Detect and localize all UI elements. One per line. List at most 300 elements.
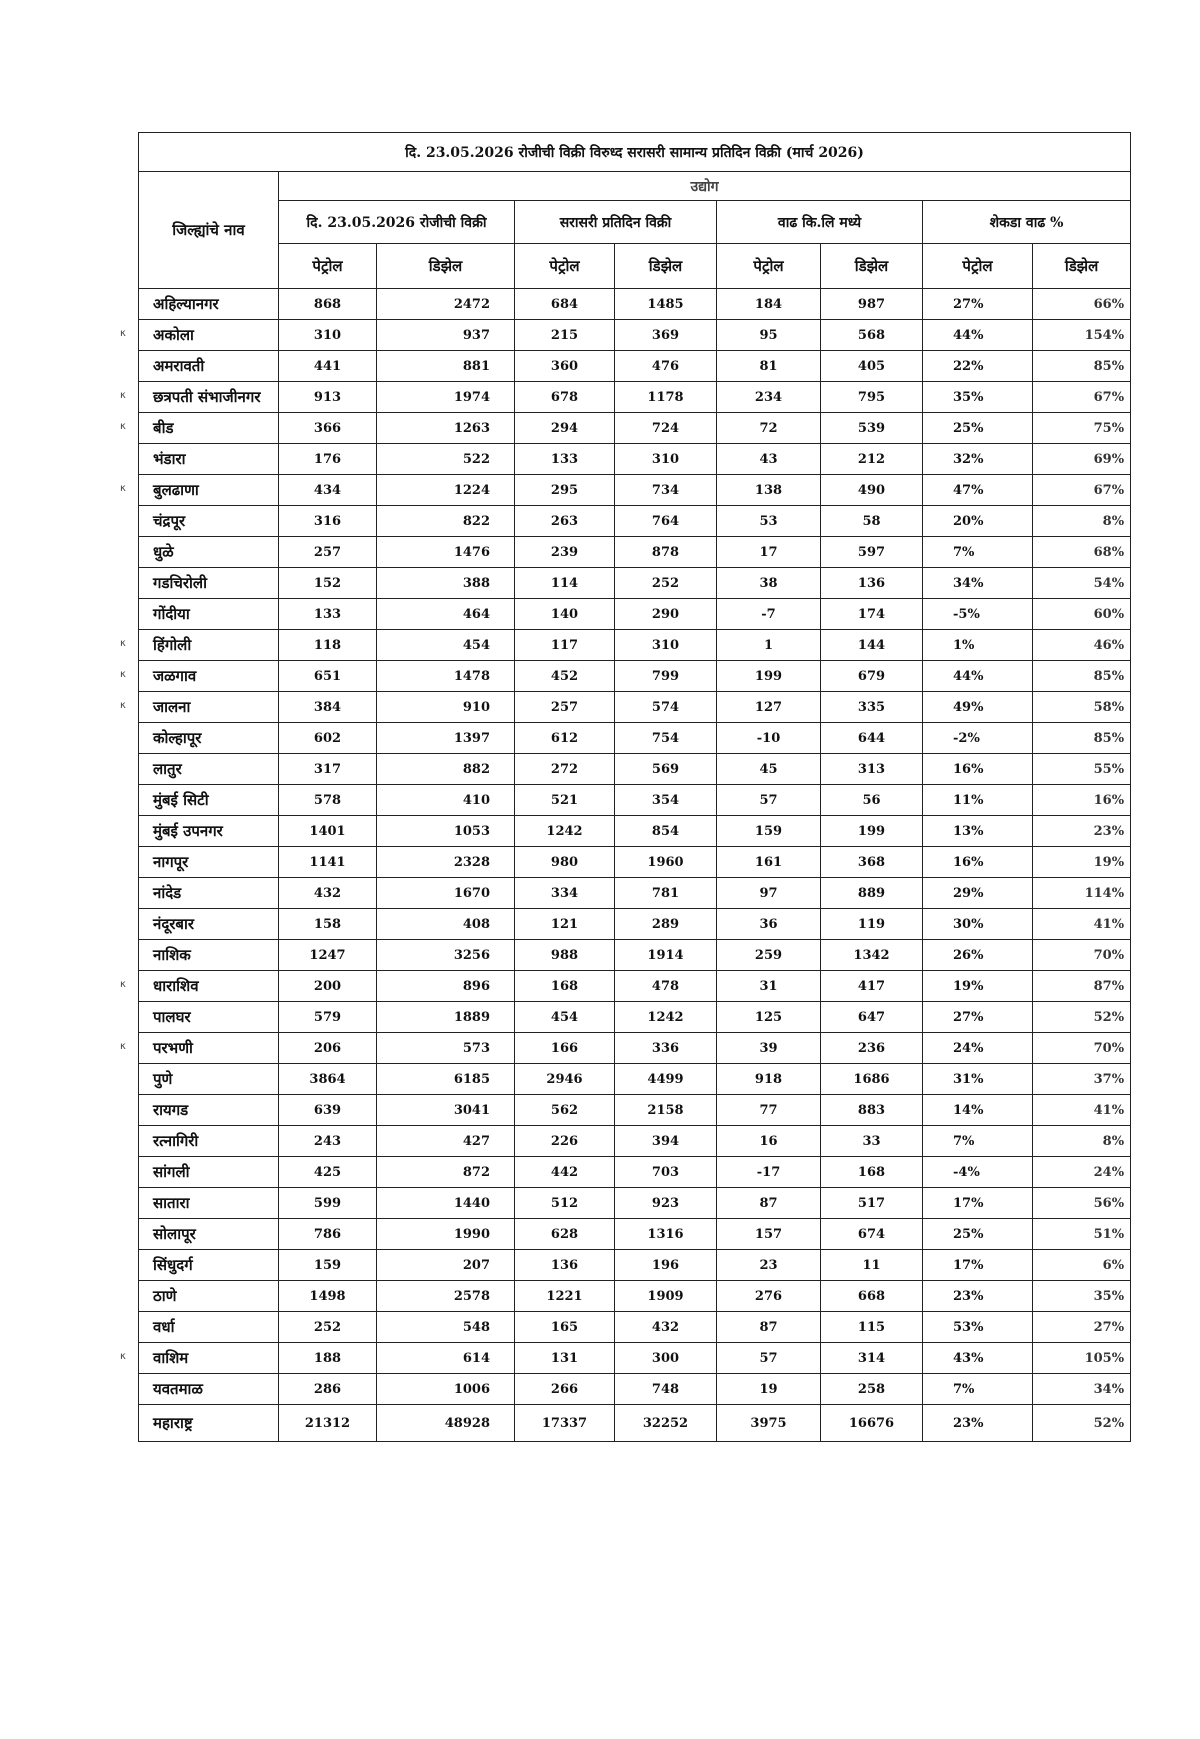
group-header-average-sales: सरासरी प्रतिदिन विक्री — [515, 201, 717, 244]
group-header-growth-percent: शेकडा वाढ % — [923, 201, 1131, 244]
diesel-growth-kl-cell: 313 — [821, 754, 923, 785]
table-row — [139, 1312, 1131, 1343]
district-name: कोल्हापूर — [139, 723, 279, 754]
district-name: अहिल्यानगर — [139, 289, 279, 320]
petrol-growth-percent-cell: 34% — [923, 568, 1033, 599]
petrol-sales-cell: 868 — [279, 289, 377, 320]
petrol-average-cell: 684 — [515, 289, 615, 320]
diesel-average-cell: 1960 — [615, 847, 717, 878]
petrol-average-cell: 512 — [515, 1188, 615, 1219]
district-name: वर्धा — [139, 1312, 279, 1343]
district-name: पुणे — [139, 1064, 279, 1095]
petrol-growth-kl-cell: 95 — [717, 320, 821, 351]
total-label: महाराष्ट्र — [139, 1405, 279, 1442]
petrol-growth-percent-cell: 43% — [923, 1343, 1033, 1374]
margin-tick-mark: κ — [120, 421, 126, 432]
diesel-growth-percent-cell: 85% — [1033, 661, 1131, 692]
diesel-growth-kl-cell: 889 — [821, 878, 923, 909]
district-name: सिंधुदर्ग — [139, 1250, 279, 1281]
petrol-sales-cell: 579 — [279, 1002, 377, 1033]
diesel-average-cell: 4499 — [615, 1064, 717, 1095]
diesel-sales-cell: 2578 — [377, 1281, 515, 1312]
petrol-growth-percent-cell: -5% — [923, 599, 1033, 630]
petrol-growth-kl-cell: 36 — [717, 909, 821, 940]
diesel-average-cell: 724 — [615, 413, 717, 444]
petrol-growth-percent-cell: 19% — [923, 971, 1033, 1002]
diesel-average-cell: 1242 — [615, 1002, 717, 1033]
petrol-sales-cell: 200 — [279, 971, 377, 1002]
diesel-growth-kl-cell: 174 — [821, 599, 923, 630]
petrol-growth-percent-cell: 44% — [923, 320, 1033, 351]
district-name: जळगाव — [139, 661, 279, 692]
diesel-average-cell: 394 — [615, 1126, 717, 1157]
petrol-growth-kl-cell: 125 — [717, 1002, 821, 1033]
diesel-sales-cell: 522 — [377, 444, 515, 475]
diesel-growth-percent-cell: 19% — [1033, 847, 1131, 878]
margin-tick-mark: κ — [120, 669, 126, 680]
diesel-growth-kl-cell: 11 — [821, 1250, 923, 1281]
petrol-average-cell: 612 — [515, 723, 615, 754]
table-row — [139, 444, 1131, 475]
petrol-sales-cell: 1247 — [279, 940, 377, 971]
petrol-growth-kl-cell: 57 — [717, 785, 821, 816]
total-row — [139, 1405, 1131, 1442]
petrol-growth-percent-cell: 23% — [923, 1405, 1033, 1442]
diesel-average-cell: 310 — [615, 630, 717, 661]
diesel-growth-percent-cell: 8% — [1033, 506, 1131, 537]
petrol-growth-kl-cell: 45 — [717, 754, 821, 785]
diesel-growth-kl-cell: 56 — [821, 785, 923, 816]
diesel-growth-kl-cell: 144 — [821, 630, 923, 661]
table-row — [139, 568, 1131, 599]
district-name: छत्रपती संभाजीनगर — [139, 382, 279, 413]
district-name: वाशिम — [139, 1343, 279, 1374]
petrol-growth-percent-cell: -2% — [923, 723, 1033, 754]
diesel-growth-kl-cell: 668 — [821, 1281, 923, 1312]
petrol-sales-cell: 310 — [279, 320, 377, 351]
diesel-sales-cell: 388 — [377, 568, 515, 599]
diesel-average-cell: 310 — [615, 444, 717, 475]
diesel-growth-kl-cell: 597 — [821, 537, 923, 568]
diesel-sales-cell: 822 — [377, 506, 515, 537]
petrol-average-cell: 988 — [515, 940, 615, 971]
petrol-average-cell: 334 — [515, 878, 615, 909]
petrol-sales-cell: 651 — [279, 661, 377, 692]
district-name: धुळे — [139, 537, 279, 568]
diesel-average-cell: 703 — [615, 1157, 717, 1188]
diesel-average-cell: 478 — [615, 971, 717, 1002]
margin-tick-mark: κ — [120, 483, 126, 494]
petrol-average-cell: 452 — [515, 661, 615, 692]
district-name: चंद्रपूर — [139, 506, 279, 537]
petrol-average-cell: 131 — [515, 1343, 615, 1374]
petrol-growth-percent-cell: -4% — [923, 1157, 1033, 1188]
petrol-average-cell: 17337 — [515, 1405, 615, 1442]
diesel-growth-kl-cell: 795 — [821, 382, 923, 413]
margin-tick-mark: κ — [120, 1041, 126, 1052]
diesel-average-cell: 854 — [615, 816, 717, 847]
petrol-growth-percent-cell: 17% — [923, 1188, 1033, 1219]
petrol-sales-cell: 159 — [279, 1250, 377, 1281]
diesel-average-cell: 799 — [615, 661, 717, 692]
diesel-sales-cell: 881 — [377, 351, 515, 382]
table-row — [139, 1374, 1131, 1405]
diesel-growth-kl-cell: 258 — [821, 1374, 923, 1405]
petrol-average-cell: 272 — [515, 754, 615, 785]
petrol-sales-cell: 176 — [279, 444, 377, 475]
diesel-growth-kl-cell: 16676 — [821, 1405, 923, 1442]
district-name: पालघर — [139, 1002, 279, 1033]
petrol-average-cell: 678 — [515, 382, 615, 413]
petrol-growth-percent-cell: 31% — [923, 1064, 1033, 1095]
diesel-growth-kl-cell: 674 — [821, 1219, 923, 1250]
table-row — [139, 1002, 1131, 1033]
district-name: नाशिक — [139, 940, 279, 971]
margin-tick-mark: κ — [120, 328, 126, 339]
diesel-average-cell: 252 — [615, 568, 717, 599]
table-row — [139, 1095, 1131, 1126]
petrol-average-cell: 266 — [515, 1374, 615, 1405]
petrol-average-cell: 2946 — [515, 1064, 615, 1095]
diesel-growth-percent-cell: 6% — [1033, 1250, 1131, 1281]
diesel-sales-cell: 882 — [377, 754, 515, 785]
diesel-average-cell: 754 — [615, 723, 717, 754]
petrol-average-cell: 257 — [515, 692, 615, 723]
table-row — [139, 1188, 1131, 1219]
diesel-growth-percent-cell: 27% — [1033, 1312, 1131, 1343]
petrol-sales-cell: 434 — [279, 475, 377, 506]
petrol-sales-cell: 425 — [279, 1157, 377, 1188]
diesel-sales-cell: 1476 — [377, 537, 515, 568]
diesel-growth-percent-cell: 70% — [1033, 940, 1131, 971]
petrol-growth-percent-cell: 7% — [923, 537, 1033, 568]
diesel-sales-cell: 1670 — [377, 878, 515, 909]
table-row — [139, 1064, 1131, 1095]
petrol-growth-percent-cell: 17% — [923, 1250, 1033, 1281]
diesel-sales-cell: 2328 — [377, 847, 515, 878]
district-name: परभणी — [139, 1033, 279, 1064]
diesel-growth-percent-cell: 54% — [1033, 568, 1131, 599]
petrol-growth-percent-cell: 27% — [923, 289, 1033, 320]
diesel-growth-kl-cell: 368 — [821, 847, 923, 878]
diesel-growth-percent-cell: 85% — [1033, 351, 1131, 382]
diesel-growth-percent-cell: 105% — [1033, 1343, 1131, 1374]
petrol-sales-cell: 366 — [279, 413, 377, 444]
district-name: ठाणे — [139, 1281, 279, 1312]
district-name: हिंगोली — [139, 630, 279, 661]
petrol-growth-kl-cell: 3975 — [717, 1405, 821, 1442]
petrol-sales-cell: 158 — [279, 909, 377, 940]
petrol-average-cell: 628 — [515, 1219, 615, 1250]
diesel-average-cell: 289 — [615, 909, 717, 940]
petrol-growth-percent-cell: 25% — [923, 413, 1033, 444]
petrol-growth-percent-cell: 49% — [923, 692, 1033, 723]
petrol-average-cell: 166 — [515, 1033, 615, 1064]
petrol-growth-kl-cell: 57 — [717, 1343, 821, 1374]
diesel-average-cell: 369 — [615, 320, 717, 351]
petrol-average-cell: 295 — [515, 475, 615, 506]
petrol-sales-cell: 286 — [279, 1374, 377, 1405]
diesel-sales-cell: 937 — [377, 320, 515, 351]
petrol-growth-percent-cell: 44% — [923, 661, 1033, 692]
diesel-growth-kl-cell: 236 — [821, 1033, 923, 1064]
petrol-growth-kl-cell: 1 — [717, 630, 821, 661]
table-row — [139, 599, 1131, 630]
petrol-growth-percent-cell: 32% — [923, 444, 1033, 475]
petrol-growth-percent-cell: 27% — [923, 1002, 1033, 1033]
petrol-average-cell: 360 — [515, 351, 615, 382]
petrol-average-cell: 980 — [515, 847, 615, 878]
diesel-growth-percent-cell: 60% — [1033, 599, 1131, 630]
table-row — [139, 413, 1131, 444]
district-name: बीड — [139, 413, 279, 444]
petrol-growth-kl-cell: 259 — [717, 940, 821, 971]
diesel-growth-percent-cell: 51% — [1033, 1219, 1131, 1250]
district-name: यवतमाळ — [139, 1374, 279, 1405]
table-row — [139, 785, 1131, 816]
petrol-growth-percent-cell: 11% — [923, 785, 1033, 816]
table-row — [139, 878, 1131, 909]
petrol-sales-cell: 118 — [279, 630, 377, 661]
petrol-sales-cell: 913 — [279, 382, 377, 413]
petrol-average-cell: 294 — [515, 413, 615, 444]
petrol-growth-kl-cell: 97 — [717, 878, 821, 909]
group-header-growth-kl: वाढ कि.लि मध्ये — [717, 201, 923, 244]
petrol-growth-percent-cell: 29% — [923, 878, 1033, 909]
diesel-growth-kl-cell: 58 — [821, 506, 923, 537]
diesel-growth-percent-cell: 58% — [1033, 692, 1131, 723]
petrol-average-cell: 114 — [515, 568, 615, 599]
diesel-average-cell: 764 — [615, 506, 717, 537]
petrol-growth-kl-cell: 17 — [717, 537, 821, 568]
diesel-growth-percent-cell: 66% — [1033, 289, 1131, 320]
diesel-sales-cell: 573 — [377, 1033, 515, 1064]
margin-tick-mark: κ — [120, 390, 126, 401]
district-name: लातुर — [139, 754, 279, 785]
district-name: मुंबई सिटी — [139, 785, 279, 816]
table-row — [139, 1219, 1131, 1250]
petrol-sales-cell: 441 — [279, 351, 377, 382]
diesel-growth-kl-cell: 199 — [821, 816, 923, 847]
diesel-sales-cell: 896 — [377, 971, 515, 1002]
table-row — [139, 506, 1131, 537]
diesel-sales-cell: 1397 — [377, 723, 515, 754]
petrol-growth-kl-cell: 39 — [717, 1033, 821, 1064]
district-name: नागपूर — [139, 847, 279, 878]
district-name: नंदूरबार — [139, 909, 279, 940]
diesel-sales-cell: 207 — [377, 1250, 515, 1281]
petrol-sales-cell: 316 — [279, 506, 377, 537]
diesel-sales-cell: 48928 — [377, 1405, 515, 1442]
petrol-average-cell: 521 — [515, 785, 615, 816]
diesel-sales-cell: 1263 — [377, 413, 515, 444]
diesel-growth-kl-cell: 417 — [821, 971, 923, 1002]
diesel-sales-cell: 408 — [377, 909, 515, 940]
diesel-growth-percent-cell: 23% — [1033, 816, 1131, 847]
diesel-sales-cell: 1478 — [377, 661, 515, 692]
diesel-average-cell: 781 — [615, 878, 717, 909]
udyog-header: उद्योग — [279, 172, 1131, 201]
diesel-header: डिझेल — [377, 244, 515, 289]
diesel-average-cell: 1178 — [615, 382, 717, 413]
diesel-growth-kl-cell: 119 — [821, 909, 923, 940]
diesel-average-cell: 32252 — [615, 1405, 717, 1442]
table-row — [139, 971, 1131, 1002]
petrol-header: पेट्रोल — [279, 244, 377, 289]
petrol-growth-percent-cell: 30% — [923, 909, 1033, 940]
petrol-growth-kl-cell: -10 — [717, 723, 821, 754]
diesel-sales-cell: 6185 — [377, 1064, 515, 1095]
petrol-growth-percent-cell: 24% — [923, 1033, 1033, 1064]
petrol-average-cell: 263 — [515, 506, 615, 537]
petrol-growth-kl-cell: 127 — [717, 692, 821, 723]
district-name: बुलढाणा — [139, 475, 279, 506]
diesel-growth-percent-cell: 34% — [1033, 1374, 1131, 1405]
diesel-growth-kl-cell: 1342 — [821, 940, 923, 971]
petrol-growth-kl-cell: 31 — [717, 971, 821, 1002]
petrol-growth-percent-cell: 22% — [923, 351, 1033, 382]
table-row — [139, 692, 1131, 723]
diesel-growth-percent-cell: 16% — [1033, 785, 1131, 816]
diesel-growth-kl-cell: 1686 — [821, 1064, 923, 1095]
petrol-growth-kl-cell: -7 — [717, 599, 821, 630]
diesel-growth-percent-cell: 85% — [1033, 723, 1131, 754]
petrol-average-cell: 136 — [515, 1250, 615, 1281]
diesel-growth-percent-cell: 69% — [1033, 444, 1131, 475]
district-name: अकोला — [139, 320, 279, 351]
diesel-growth-kl-cell: 647 — [821, 1002, 923, 1033]
diesel-sales-cell: 872 — [377, 1157, 515, 1188]
diesel-average-cell: 476 — [615, 351, 717, 382]
petrol-growth-percent-cell: 20% — [923, 506, 1033, 537]
petrol-sales-cell: 133 — [279, 599, 377, 630]
district-name: रायगड — [139, 1095, 279, 1126]
petrol-average-cell: 1221 — [515, 1281, 615, 1312]
petrol-growth-kl-cell: 43 — [717, 444, 821, 475]
petrol-sales-cell: 188 — [279, 1343, 377, 1374]
diesel-growth-kl-cell: 33 — [821, 1126, 923, 1157]
diesel-sales-cell: 3256 — [377, 940, 515, 971]
petrol-average-cell: 165 — [515, 1312, 615, 1343]
diesel-sales-cell: 427 — [377, 1126, 515, 1157]
diesel-average-cell: 569 — [615, 754, 717, 785]
diesel-growth-kl-cell: 539 — [821, 413, 923, 444]
petrol-sales-cell: 3864 — [279, 1064, 377, 1095]
diesel-growth-kl-cell: 335 — [821, 692, 923, 723]
district-name: गोंदीया — [139, 599, 279, 630]
petrol-sales-cell: 602 — [279, 723, 377, 754]
diesel-growth-kl-cell: 490 — [821, 475, 923, 506]
petrol-sales-cell: 1141 — [279, 847, 377, 878]
petrol-growth-kl-cell: 23 — [717, 1250, 821, 1281]
petrol-sales-cell: 317 — [279, 754, 377, 785]
diesel-sales-cell: 1889 — [377, 1002, 515, 1033]
petrol-average-cell: 168 — [515, 971, 615, 1002]
table-row — [139, 816, 1131, 847]
diesel-growth-percent-cell: 70% — [1033, 1033, 1131, 1064]
petrol-sales-cell: 578 — [279, 785, 377, 816]
petrol-growth-percent-cell: 26% — [923, 940, 1033, 971]
petrol-sales-cell: 599 — [279, 1188, 377, 1219]
diesel-growth-percent-cell: 24% — [1033, 1157, 1131, 1188]
diesel-average-cell: 432 — [615, 1312, 717, 1343]
district-name: भंडारा — [139, 444, 279, 475]
diesel-sales-cell: 1224 — [377, 475, 515, 506]
diesel-average-cell: 1914 — [615, 940, 717, 971]
district-name: रत्नागिरी — [139, 1126, 279, 1157]
diesel-average-cell: 923 — [615, 1188, 717, 1219]
table-row — [139, 847, 1131, 878]
diesel-growth-kl-cell: 136 — [821, 568, 923, 599]
diesel-growth-percent-cell: 154% — [1033, 320, 1131, 351]
diesel-growth-percent-cell: 52% — [1033, 1405, 1131, 1442]
diesel-average-cell: 336 — [615, 1033, 717, 1064]
table-row — [139, 1250, 1131, 1281]
table-row — [139, 1126, 1131, 1157]
diesel-growth-kl-cell: 212 — [821, 444, 923, 475]
petrol-sales-cell: 639 — [279, 1095, 377, 1126]
table-body — [139, 289, 1131, 1442]
diesel-average-cell: 1909 — [615, 1281, 717, 1312]
diesel-growth-percent-cell: 87% — [1033, 971, 1131, 1002]
table-row — [139, 1033, 1131, 1064]
diesel-sales-cell: 410 — [377, 785, 515, 816]
petrol-growth-kl-cell: 87 — [717, 1188, 821, 1219]
diesel-growth-percent-cell: 56% — [1033, 1188, 1131, 1219]
diesel-growth-percent-cell: 67% — [1033, 382, 1131, 413]
petrol-growth-percent-cell: 16% — [923, 754, 1033, 785]
diesel-average-cell: 2158 — [615, 1095, 717, 1126]
diesel-growth-percent-cell: 67% — [1033, 475, 1131, 506]
table-row — [139, 351, 1131, 382]
sales-table — [138, 132, 1131, 1442]
diesel-growth-percent-cell: 114% — [1033, 878, 1131, 909]
district-name: गडचिरोली — [139, 568, 279, 599]
petrol-growth-kl-cell: 53 — [717, 506, 821, 537]
petrol-sales-cell: 432 — [279, 878, 377, 909]
diesel-header: डिझेल — [821, 244, 923, 289]
district-header: जिल्ह्यांचे नाव — [139, 172, 279, 289]
diesel-growth-kl-cell: 987 — [821, 289, 923, 320]
petrol-growth-kl-cell: 138 — [717, 475, 821, 506]
diesel-growth-kl-cell: 644 — [821, 723, 923, 754]
margin-tick-mark: κ — [120, 1351, 126, 1362]
diesel-average-cell: 734 — [615, 475, 717, 506]
petrol-growth-kl-cell: 38 — [717, 568, 821, 599]
diesel-growth-kl-cell: 314 — [821, 1343, 923, 1374]
petrol-average-cell: 239 — [515, 537, 615, 568]
diesel-average-cell: 354 — [615, 785, 717, 816]
petrol-growth-kl-cell: 77 — [717, 1095, 821, 1126]
petrol-growth-percent-cell: 13% — [923, 816, 1033, 847]
group-header-date-sales: दि. 23.05.2026 रोजीची विक्री — [279, 201, 515, 244]
diesel-growth-percent-cell: 52% — [1033, 1002, 1131, 1033]
diesel-header: डिझेल — [615, 244, 717, 289]
margin-tick-mark: κ — [120, 638, 126, 649]
diesel-average-cell: 574 — [615, 692, 717, 723]
petrol-growth-percent-cell: 25% — [923, 1219, 1033, 1250]
petrol-sales-cell: 152 — [279, 568, 377, 599]
district-name: मुंबई उपनगर — [139, 816, 279, 847]
petrol-growth-percent-cell: 47% — [923, 475, 1033, 506]
diesel-growth-percent-cell: 35% — [1033, 1281, 1131, 1312]
diesel-average-cell: 1316 — [615, 1219, 717, 1250]
diesel-growth-kl-cell: 168 — [821, 1157, 923, 1188]
petrol-growth-kl-cell: 19 — [717, 1374, 821, 1405]
petrol-growth-kl-cell: 161 — [717, 847, 821, 878]
diesel-sales-cell: 910 — [377, 692, 515, 723]
petrol-growth-kl-cell: 16 — [717, 1126, 821, 1157]
